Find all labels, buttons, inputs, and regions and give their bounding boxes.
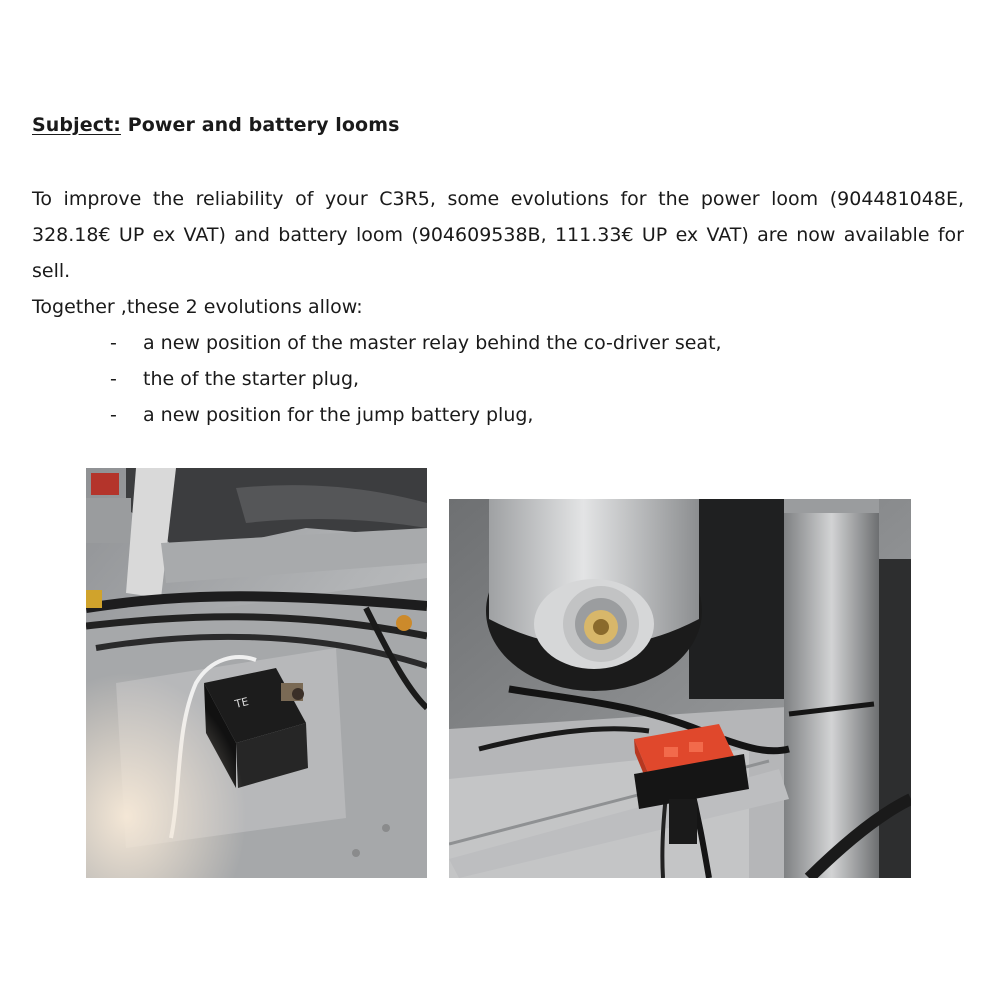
list-item [32,325,964,361]
jump-battery-plug-photo [449,499,911,878]
intro-paragraph: To improve the reliability of your C3R5, some evolutions for the power loom (904481048E, 328.18€ UP ex VAT) and battery loom (904609538B, 111.33€ UP ex VAT) are now available for sell. [32,188,964,282]
list-item-text: a new position of the master relay behind the co-driver seat, [143,332,722,354]
document-body [32,181,964,433]
evolutions-paragraph: Together ,these 2 evolutions allow: [32,296,363,318]
subject-title: Power and battery looms [127,114,400,136]
subject-label: Subject: [32,114,121,136]
master-relay-photo-illustration [86,468,427,878]
bullet-dash: - [110,332,117,354]
jump-battery-plug-photo-illustration [449,499,911,878]
list-item-text: the of the starter plug, [143,368,360,390]
subject-line [32,114,400,136]
list-item [32,397,964,433]
bullet-dash: - [110,368,117,390]
evolutions-list [32,325,964,433]
list-item [32,361,964,397]
list-item-text: a new position for the jump battery plug, [143,404,534,426]
bullet-dash: - [110,404,117,426]
master-relay-photo [86,468,427,878]
